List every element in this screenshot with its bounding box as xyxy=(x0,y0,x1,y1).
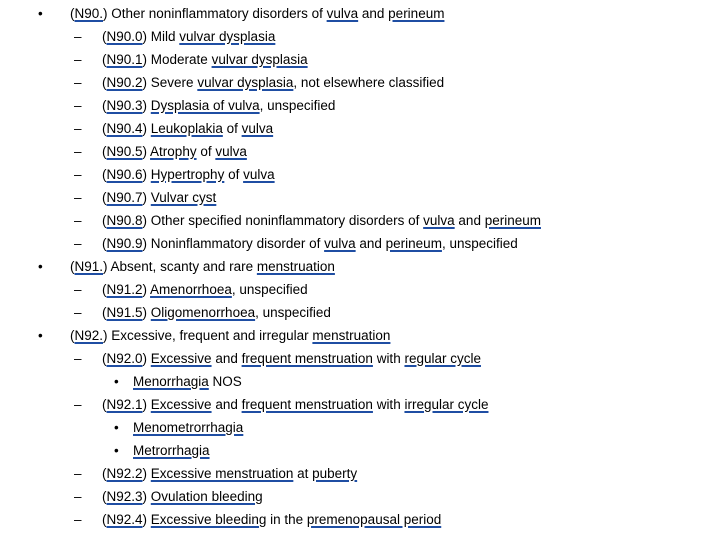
code-link[interactable]: N90.7 xyxy=(106,190,143,205)
text-fragment: ) Severe xyxy=(142,75,198,90)
code-link[interactable]: N90. xyxy=(74,6,104,21)
text-fragment: ) Other specified noninflammatory disorders of xyxy=(142,213,424,228)
text-fragment: ) xyxy=(142,98,151,113)
bullet-marker: • xyxy=(38,259,43,274)
dash-marker: – xyxy=(74,512,82,527)
outline-item-text xyxy=(133,439,210,462)
text-fragment: of xyxy=(196,144,216,159)
text-fragment: ( xyxy=(102,167,107,182)
outline-item-text xyxy=(102,186,216,209)
bullet-marker: • xyxy=(38,328,43,343)
code-link[interactable]: N90.5 xyxy=(106,144,143,159)
term-link[interactable]: perineum xyxy=(385,236,442,251)
code-link[interactable]: N90.8 xyxy=(106,213,143,228)
text-fragment: ) xyxy=(142,466,151,481)
text-fragment: , unspecified xyxy=(255,305,331,320)
text-fragment: ) Other noninflammatory disorders of xyxy=(103,6,327,21)
code-link[interactable]: N91. xyxy=(74,259,104,274)
code-link[interactable]: N90.6 xyxy=(106,167,143,182)
text-fragment: ( xyxy=(102,305,107,320)
outline-item-text xyxy=(102,508,441,531)
term-link[interactable]: vulva xyxy=(243,167,275,182)
outline-item-text xyxy=(102,462,357,485)
text-fragment: ( xyxy=(102,144,107,159)
text-fragment: NOS xyxy=(208,374,242,389)
code-link[interactable]: N92.3 xyxy=(106,489,143,504)
dash-marker: – xyxy=(74,52,82,67)
text-fragment: and xyxy=(454,213,485,228)
text-fragment: ( xyxy=(102,397,107,412)
text-fragment: ) Excessive, frequent and irregular xyxy=(103,328,313,343)
code-link[interactable]: N92.4 xyxy=(106,512,143,527)
text-fragment: ( xyxy=(70,259,75,274)
outline-item-text xyxy=(102,209,541,232)
text-fragment: , unspecified xyxy=(441,236,518,251)
text-fragment: with xyxy=(372,351,405,366)
code-link[interactable]: N92.0 xyxy=(106,351,143,366)
text-fragment: ) xyxy=(142,305,151,320)
term-link[interactable]: Metrorrhagia xyxy=(133,443,210,458)
outline-item-text xyxy=(133,416,243,439)
term-link[interactable]: Oligomenorrhoea xyxy=(150,305,256,320)
code-link[interactable]: N92.2 xyxy=(106,466,143,481)
term-link[interactable]: vulva xyxy=(423,213,455,228)
outline-item-text xyxy=(102,71,444,94)
outline-item-text xyxy=(102,485,263,508)
outline-item-text xyxy=(102,117,273,140)
bullet-marker: • xyxy=(114,420,119,435)
outline-item-text xyxy=(102,48,308,71)
term-link[interactable]: puberty xyxy=(312,466,358,481)
outline-item-text xyxy=(70,2,444,25)
bullet-marker: • xyxy=(114,443,119,458)
text-fragment: ) xyxy=(142,351,151,366)
text-fragment: ( xyxy=(102,351,107,366)
term-link[interactable]: Menometrorrhagia xyxy=(133,420,244,435)
outline-item-text xyxy=(102,301,331,324)
term-link[interactable]: Excessive menstruation xyxy=(150,466,294,481)
text-fragment: ) Noninflammatory disorder of xyxy=(142,236,325,251)
bullet-marker: • xyxy=(38,6,43,21)
term-link[interactable]: menstruation xyxy=(312,328,391,343)
term-link[interactable]: perineum xyxy=(484,213,541,228)
term-link[interactable]: vulva xyxy=(326,6,359,21)
text-fragment: ) xyxy=(142,190,151,205)
term-link[interactable]: vulvar dysplasia xyxy=(179,29,276,44)
text-fragment: ( xyxy=(102,282,107,297)
term-link[interactable]: frequent menstruation xyxy=(241,397,373,412)
code-link[interactable]: N90.3 xyxy=(106,98,143,113)
dash-marker: – xyxy=(74,121,82,136)
text-fragment: and xyxy=(358,6,389,21)
code-link[interactable]: N90.0 xyxy=(106,29,143,44)
term-link[interactable]: Atrophy xyxy=(150,144,197,159)
text-fragment: ) xyxy=(142,397,151,412)
text-fragment: ) xyxy=(142,121,151,136)
text-fragment: ( xyxy=(102,98,107,113)
outline-item-text xyxy=(70,324,390,347)
text-fragment: ) xyxy=(142,282,151,297)
text-fragment: with xyxy=(372,397,405,412)
term-link[interactable]: menstruation xyxy=(256,259,335,274)
dash-marker: – xyxy=(74,236,82,251)
text-fragment: ( xyxy=(102,29,107,44)
dash-marker: – xyxy=(74,213,82,228)
term-link[interactable]: perineum xyxy=(388,6,445,21)
outline-item-text xyxy=(102,25,275,48)
code-link[interactable]: N90.1 xyxy=(106,52,143,67)
text-fragment: ( xyxy=(102,121,107,136)
text-fragment: and xyxy=(211,397,242,412)
term-link[interactable]: regular cycle xyxy=(404,351,481,366)
text-fragment: in the xyxy=(266,512,307,527)
text-fragment: and xyxy=(355,236,386,251)
code-link[interactable]: N92.1 xyxy=(106,397,143,412)
term-link[interactable]: vulvar dysplasia xyxy=(197,75,294,90)
term-link[interactable]: vulvar dysplasia xyxy=(211,52,308,67)
text-fragment: ( xyxy=(102,236,107,251)
dash-marker: – xyxy=(74,397,82,412)
outline-item-text xyxy=(102,393,488,416)
code-link[interactable]: N92. xyxy=(74,328,104,343)
outline-item-text xyxy=(102,278,308,301)
term-link[interactable]: Leukoplakia xyxy=(150,121,223,136)
text-fragment: ) Absent, scanty and rare xyxy=(103,259,257,274)
text-fragment: , unspecified xyxy=(259,98,336,113)
text-fragment: ( xyxy=(102,75,107,90)
term-link[interactable]: Ovulation bleeding xyxy=(150,489,263,504)
outline-item-text xyxy=(102,94,335,117)
term-link[interactable]: Excessive xyxy=(150,351,212,366)
text-fragment: ( xyxy=(102,213,107,228)
code-link[interactable]: N90.9 xyxy=(106,236,143,251)
term-link[interactable]: Excessive xyxy=(150,397,212,412)
dash-marker: – xyxy=(74,29,82,44)
code-link[interactable]: N90.4 xyxy=(106,121,143,136)
outline-item-text xyxy=(102,140,247,163)
dash-marker: – xyxy=(74,190,82,205)
term-link[interactable]: vulva xyxy=(324,236,356,251)
text-fragment: ( xyxy=(70,6,75,21)
text-fragment: and xyxy=(211,351,242,366)
text-fragment: ) xyxy=(142,167,151,182)
text-fragment: , unspecified xyxy=(231,282,308,297)
text-fragment: ) Moderate xyxy=(142,52,212,67)
text-fragment: ( xyxy=(102,489,107,504)
text-fragment: ( xyxy=(70,328,75,343)
text-fragment: ( xyxy=(102,52,107,67)
outline-item-text xyxy=(102,232,518,255)
dash-marker: – xyxy=(74,305,82,320)
outline-item-text xyxy=(102,347,481,370)
text-fragment: of xyxy=(222,121,242,136)
term-link[interactable]: premenopausal period xyxy=(306,512,442,527)
text-fragment: at xyxy=(293,466,313,481)
term-link[interactable]: frequent menstruation xyxy=(241,351,373,366)
outline-item-text xyxy=(133,370,242,393)
term-link[interactable]: vulva xyxy=(215,144,247,159)
code-link[interactable]: N91.2 xyxy=(106,282,143,297)
term-link[interactable]: Hypertrophy xyxy=(150,167,225,182)
term-link[interactable]: Dysplasia of vulva xyxy=(150,98,260,113)
term-link[interactable]: Excessive bleeding xyxy=(150,512,267,527)
text-fragment: ) Mild xyxy=(142,29,180,44)
dash-marker: – xyxy=(74,466,82,481)
dash-marker: – xyxy=(74,282,82,297)
term-link[interactable]: irregular cycle xyxy=(404,397,489,412)
dash-marker: – xyxy=(74,167,82,182)
term-link[interactable]: Menorrhagia xyxy=(133,374,209,389)
code-link[interactable]: N91.5 xyxy=(106,305,143,320)
text-fragment: ( xyxy=(102,466,107,481)
text-fragment: , not elsewhere classified xyxy=(293,75,445,90)
outline-item-text xyxy=(102,163,275,186)
code-link[interactable]: N90.2 xyxy=(106,75,143,90)
bullet-marker: • xyxy=(114,374,119,389)
outline-item-text xyxy=(70,255,335,278)
dash-marker: – xyxy=(74,98,82,113)
text-fragment: ) xyxy=(142,489,151,504)
dash-marker: – xyxy=(74,351,82,366)
text-fragment: ) xyxy=(142,512,151,527)
dash-marker: – xyxy=(74,489,82,504)
dash-marker: – xyxy=(74,75,82,90)
term-link[interactable]: vulva xyxy=(241,121,274,136)
term-link[interactable]: Amenorrhoea xyxy=(150,282,232,297)
text-fragment: ) xyxy=(142,144,151,159)
text-fragment: of xyxy=(224,167,244,182)
text-fragment: ( xyxy=(102,512,107,527)
term-link[interactable]: Vulvar cyst xyxy=(150,190,217,205)
text-fragment: ( xyxy=(102,190,107,205)
dash-marker: – xyxy=(74,144,82,159)
